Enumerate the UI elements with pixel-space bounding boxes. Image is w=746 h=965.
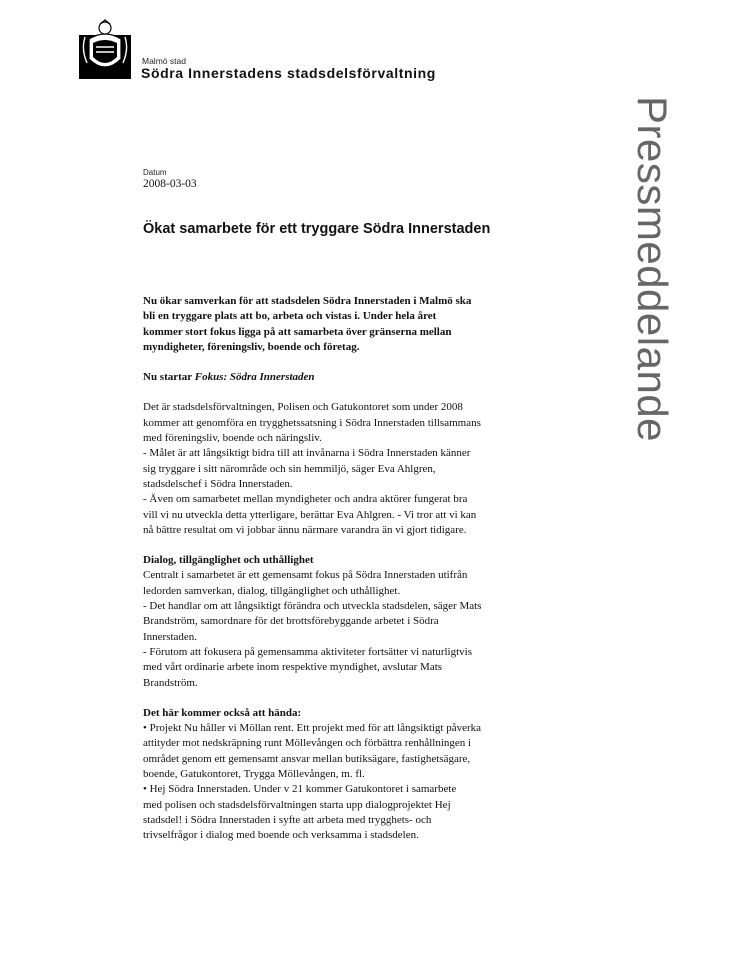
bullet-line: trivselfrågor i dialog med boende och verksamma i stadsdelen. <box>143 829 419 842</box>
paragraph-line: nå bättre resultat om vi jobbar ännu närmare varandra än vi gjort tidigare. <box>143 523 467 536</box>
bullet-line: boende, Gatukontoret, Trygga Möllevången, m. fl. <box>143 768 365 781</box>
bullet-line: området genom ett gemensamt ansvar mellan butiksägare, fastighetsägare, <box>143 752 471 765</box>
paragraph-line: Brandström. <box>143 676 198 689</box>
lead-line: Nu ökar samverkan för att stadsdelen Södra Innerstaden i Malmö ska <box>143 295 472 307</box>
lead-line: myndigheter, föreningsliv, boende och företag. <box>143 340 360 353</box>
paragraph-line: - Det handlar om att långsiktigt förändra och utveckla stadsdelen, säger Mats <box>143 600 482 613</box>
paragraph-line: Centralt i samarbetet är ett gemensamt fokus på Södra Innerstaden utifrån <box>143 569 468 582</box>
bullet-line: stadsdel! i Södra Innerstaden i syfte att arbeta med trygghets- och <box>143 813 432 826</box>
paragraph-line: stadsdelschef i Södra Innerstaden. <box>143 477 293 490</box>
paragraph-line: ledorden samverkan, dialog, tillgänglighet och uthållighet. <box>143 584 401 597</box>
paragraph-line: - Målet är att långsiktigt bidra till att invånarna i Södra Innerstaden känner <box>143 447 471 460</box>
start-heading <box>143 370 563 385</box>
org-name: Södra Innerstadens stadsdelsförvaltning <box>141 65 436 81</box>
paragraph-line: Det är stadsdelsförvaltningen, Polisen och Gatukontoret som under 2008 <box>143 401 463 414</box>
section2-heading: Dialog, tillgänglighet och uthållighet <box>143 554 314 567</box>
side-label: Pressmeddelande <box>629 96 676 443</box>
start-prefix: Nu startar <box>143 371 195 384</box>
paragraph-line: vill vi nu utveckla detta ytterligare, berättar Eva Ahlgren. - Vi tror att vi kan <box>143 508 477 521</box>
paragraph-line: Brandström, samordnare för det brottsförebyggande arbetet i Södra <box>143 615 439 628</box>
bullet-line: med polisen och stadsdelsförvaltningen starta upp dialogprojektet Hej <box>143 798 451 811</box>
section3-heading: Det här kommer också att hända: <box>143 706 302 719</box>
press-body <box>143 294 563 844</box>
paragraph-line: med vårt ordinarie arbete inom respektive myndighet, avslutar Mats <box>143 661 443 674</box>
bullet-line: • Hej Södra Innerstaden. Under v 21 kommer Gatukontoret i samarbete <box>143 783 457 796</box>
lead-line: kommer stort fokus ligga på att samarbeta över gränserna mellan <box>143 325 452 338</box>
date-label: Datum <box>143 168 167 177</box>
page-title: Ökat samarbete för ett tryggare Södra Innerstaden <box>143 221 491 237</box>
date-value: 2008-03-03 <box>143 178 197 190</box>
paragraph-line: - Även om samarbetet mellan myndigheter och andra aktörer fungerat bra <box>143 493 468 506</box>
bullet-line: • Projekt Nu håller vi Möllan rent. Ett projekt med för att långsiktigt påverka <box>143 722 482 735</box>
malmo-coat-of-arms-logo <box>79 19 131 79</box>
paragraph-line: kommer att genomföra en trygghetssatsning i Södra Innerstaden tillsammans <box>143 416 481 429</box>
lead-line: bli en tryggare plats att bo, arbeta och vistas i. Under hela året <box>143 310 437 323</box>
paragraph-line: Innerstaden. <box>143 630 198 643</box>
paragraph-line: sig tryggare i sitt närområde och sin hemmiljö, säger Eva Ahlgren, <box>143 462 436 475</box>
paragraph-line: - Förutom att fokusera på gemensamma aktiviteter fortsätter vi naturligtvis <box>143 645 472 658</box>
bullet-line: attityder mot nedskräpning runt Möllevången och förbättra renhållningen i <box>143 737 472 750</box>
org-city: Malmö stad <box>142 56 186 66</box>
start-name: Fokus: Södra Innerstaden <box>194 371 315 384</box>
paragraph-line: med föreningsliv, boende och näringsliv. <box>143 432 322 445</box>
